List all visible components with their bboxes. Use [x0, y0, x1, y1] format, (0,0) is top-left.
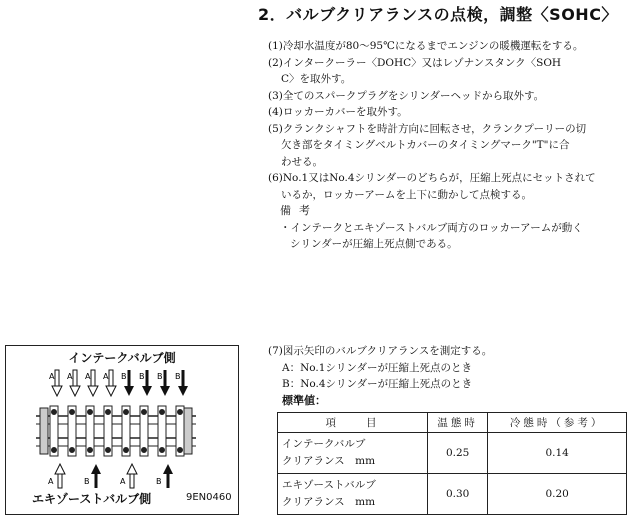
row-item-line1: エキゾーストバルブ [282, 479, 376, 491]
intake-arrows [49, 370, 188, 396]
condition-a: A：No.1シリンダーが圧縮上死点のとき [282, 361, 473, 374]
intake-mark-label: A [85, 372, 91, 381]
intake-arrow [139, 370, 152, 396]
table-header-row [278, 413, 627, 433]
intake-arrow [121, 370, 134, 396]
note-line-2: シリンダーが圧縮上死点側である。 [290, 238, 458, 250]
exhaust-mark-label: B [156, 477, 162, 486]
intake-arrow [103, 370, 116, 396]
valve-diagram-drawing [6, 346, 238, 514]
adjust-screw [106, 448, 111, 453]
rocker-arms [50, 406, 184, 456]
adjust-screw [88, 410, 93, 415]
row-item [278, 433, 428, 474]
procedure-steps [268, 38, 638, 253]
intake-arrow [85, 370, 98, 396]
row-cold: 0.20 [488, 474, 627, 515]
adjust-screw [160, 448, 165, 453]
row-item [278, 474, 428, 515]
step-4: (4)ロッカーカバーを取外す。 [268, 106, 408, 118]
table-row [278, 474, 627, 515]
clearance-table [277, 412, 627, 515]
exhaust-mark-label: A [120, 477, 126, 486]
valve-diagram [5, 345, 239, 515]
adjust-screw [70, 410, 75, 415]
intake-arrow [175, 370, 188, 396]
step-5-cont-1: 欠き部をタイミングベルトカバーのタイミングマーク"T"に合 [281, 139, 570, 151]
adjust-screw [142, 448, 147, 453]
header-hot: 温態時 [428, 413, 488, 433]
intake-mark-label: B [139, 372, 145, 381]
intake-mark-label: B [157, 372, 163, 381]
adjust-screw [52, 448, 57, 453]
intake-arrow [67, 370, 80, 396]
exhaust-arrow [120, 464, 137, 488]
row-item-line1: インテークバルブ [282, 438, 366, 450]
step-7: (7)図示矢印のバルブクリアランスを測定する。 [268, 345, 493, 357]
intake-mark-label: B [175, 372, 181, 381]
row-cold: 0.14 [488, 433, 627, 474]
step-5: (5)クランクシャフトを時計方向に回転させ，クランクプーリーの切 [268, 122, 587, 135]
row-item-line2: クリアランス mm [282, 496, 376, 508]
intake-mark-label: A [49, 372, 55, 381]
exhaust-arrow [156, 464, 173, 488]
note-line-1: ・インテークとエキゾーストバルブ両方のロッカーアームが動く [280, 221, 583, 234]
figure-code: 9EN0460 [186, 492, 232, 503]
exhaust-arrows [48, 464, 173, 488]
exhaust-side-label: エキゾーストバルブ側 [32, 492, 152, 506]
adjust-screw [178, 448, 183, 453]
step-6-cont: いるか，ロッカーアームを上下に動かして点検する。 [281, 188, 532, 201]
adjust-screw [124, 410, 129, 415]
step-3: (3)全てのスパークプラグをシリンダーヘッドから取外す。 [268, 89, 545, 102]
exhaust-mark-label: A [48, 477, 54, 486]
standard-value-label: 標準値： [282, 393, 326, 407]
adjust-screw [88, 448, 93, 453]
adjust-screw [52, 410, 57, 415]
step-6: (6)No.1又はNo.4シリンダーのどちらが，圧縮上死点にセットされて [268, 172, 596, 184]
section-title: 2．バルブクリアランスの点検，調整〈SOHC〉 [258, 5, 618, 24]
adjust-screw [178, 410, 183, 415]
rocker-assembly [36, 406, 196, 456]
intake-arrow [157, 370, 170, 396]
adjust-screw [70, 448, 75, 453]
row-hot: 0.30 [428, 474, 488, 515]
header-cold: 冷態時（参考） [488, 413, 627, 433]
step-5-cont-2: わせる。 [281, 155, 323, 168]
adjust-screw [142, 410, 147, 415]
table-row [278, 433, 627, 474]
step-2: (2)インタークーラー〈DOHC〉又はレゾナンスタンク〈SOH [268, 56, 562, 69]
adjust-screw [106, 410, 111, 415]
step-1: (1)冷却水温度が80～95℃になるまでエンジンの暖機運転をする。 [268, 40, 584, 52]
exhaust-arrow [84, 464, 101, 488]
adjust-screw [160, 410, 165, 415]
intake-side-label: インテークバルブ側 [68, 351, 176, 365]
intake-mark-label: A [103, 372, 109, 381]
row-item-line2: クリアランス mm [282, 455, 376, 467]
intake-mark-label: B [121, 372, 127, 381]
condition-b: B：No.4シリンダーが圧縮上死点のとき [282, 378, 473, 390]
measurement-section [268, 343, 628, 409]
adjust-screw [124, 448, 129, 453]
step-2-cont: C〉を取外す。 [281, 73, 352, 85]
header-item: 項 目 [278, 413, 428, 433]
exhaust-mark-label: B [84, 477, 90, 486]
row-hot: 0.25 [428, 433, 488, 474]
intake-arrow [49, 370, 62, 396]
intake-mark-label: A [67, 372, 73, 381]
note-heading: 備考 [280, 204, 318, 217]
exhaust-arrow [48, 464, 65, 488]
